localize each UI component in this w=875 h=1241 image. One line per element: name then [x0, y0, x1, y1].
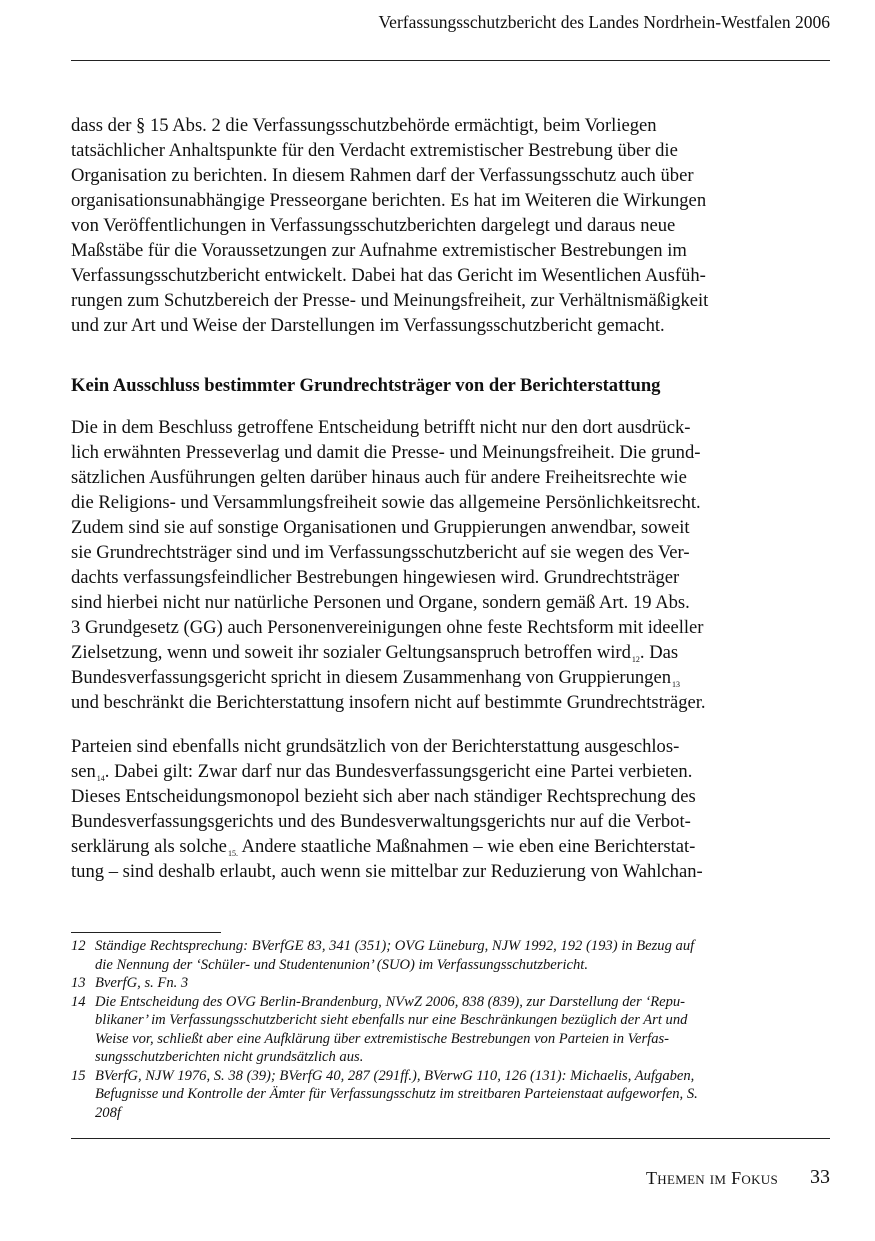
header-rule: [71, 60, 830, 61]
footnote-line: 208f: [95, 1104, 121, 1121]
text-line: Dieses Entscheidungsmonopol bezieht sich aber nach ständiger Rechtsprechung des: [71, 786, 696, 807]
text-line: von Veröffentlichungen in Verfassungsschutzberichten dargelegt und daraus neue: [71, 215, 676, 236]
text-line: Bundesverfassungsgerichts und des Bundesverwaltungsgerichts nur auf die Verbot-: [71, 811, 691, 832]
text-line: sind hierbei nicht nur natürliche Personen und Organe, sondern gemäß Art. 19 Abs.: [71, 592, 690, 613]
text-line: Maßstäbe für die Voraussetzungen zur Aufnahme extremistischer Bestrebungen im: [71, 240, 687, 261]
footnote-line: Ständige Rechtsprechung: BVerfGE 83, 341 (351); OVG Lüneburg, NJW 1992, 192 (193) in Bezug auf: [95, 938, 695, 954]
footnotes: [71, 937, 811, 1122]
text-segment: Andere staatliche Maßnahmen – wie eben eine Berichterstat-: [237, 836, 696, 857]
paragraph-3: [71, 734, 811, 884]
footnote-line: sungsschutzberichten nicht grundsätzlich aus.: [95, 1049, 364, 1065]
footnote-14: [71, 993, 811, 1067]
footnote-number: 12: [71, 938, 86, 954]
text-line: rungen zum Schutzbereich der Presse- und Meinungsfreiheit, zur Verhältnismäßigkeit: [71, 290, 709, 311]
text-segment: Zielsetzung, wenn und soweit ihr sozialer Geltungsanspruch betroffen wird: [71, 642, 631, 663]
text-line: organisationsunabhängige Presseorgane berichten. Es hat im Weiteren die Wirkungen: [71, 190, 707, 211]
text-line: tung – sind deshalb erlaubt, auch wenn sie mittelbar zur Reduzierung von Wahlchan-: [71, 861, 703, 882]
text-line: Organisation zu berichten. In diesem Rahmen darf der Verfassungsschutz auch über: [71, 165, 694, 186]
footnote-line: BverfG, s. Fn. 3: [95, 975, 189, 991]
text-segment: serklärung als solche: [71, 836, 227, 857]
footnote-rule: [71, 932, 221, 933]
footnote-line: BVerfG, NJW 1976, S. 38 (39); BVerfG 40, 287 (291ff.), BVerwG 110, 126 (131): Michaelis, Aufgaben,: [95, 1067, 695, 1084]
text-segment: . Dabei gilt: Zwar darf nur das Bundesverfassungsgericht eine Partei verbieten.: [104, 761, 693, 782]
running-header: Verfassungsschutzbericht des Landes Nordrhein-Westfalen 2006: [378, 12, 830, 32]
text-line: Zudem sind sie auf sonstige Organisationen und Gruppierungen anwendbar, soweit: [71, 517, 690, 538]
footnote-line: Befugnisse und Kontrolle der Ämter für Verfassungsschutz im streitbaren Parteienstaat aufgeworfen, S.: [95, 1086, 698, 1102]
footnote-ref-12[interactable]: 12: [631, 655, 640, 664]
footnote-number: 13: [71, 975, 86, 991]
text-line: sie Grundrechtsträger sind und im Verfassungsschutzbericht auf sie wegen des Ver-: [71, 542, 690, 563]
text-line: tatsächlicher Anhaltspunkte für den Verdacht extremistischer Bestrebung über die: [71, 140, 678, 161]
text-line: und zur Art und Weise der Darstellungen im Verfassungsschutzbericht gemacht.: [71, 315, 665, 336]
footnote-ref-14[interactable]: 14: [96, 774, 105, 783]
text-segment: sen: [71, 761, 96, 782]
text-line: [71, 834, 811, 859]
footnote-line: Weise vor, schließt aber eine Aufklärung über extremistische Bestrebungen von Parteien in Verfas-: [95, 1030, 670, 1047]
footnote-12: [71, 937, 811, 974]
footnote-13: [71, 974, 811, 993]
text-line: lich erwähnten Presseverlag und damit die Presse- und Meinungsfreiheit. Die grund-: [71, 442, 701, 463]
footnote-line: Die Entscheidung des OVG Berlin-Brandenburg, NVwZ 2006, 838 (839), zur Darstellung der ‘Repu-: [95, 993, 686, 1010]
footnote-ref-15[interactable]: 15.: [227, 849, 238, 858]
text-line: Verfassungsschutzbericht entwickelt. Dabei hat das Gericht im Wesentlichen Ausfüh-: [71, 265, 706, 286]
text-line: Die in dem Beschluss getroffene Entscheidung betrifft nicht nur den dort ausdrück-: [71, 417, 691, 438]
page-number: 33: [810, 1166, 830, 1188]
text-segment: Bundesverfassungsgericht spricht in diesem Zusammenhang von Gruppierungen: [71, 667, 672, 688]
text-line: dachts verfassungsfeindlicher Bestrebungen hingewiesen wird. Grundrechtsträger: [71, 567, 680, 588]
paragraph-1: [71, 113, 811, 338]
section-heading: Kein Ausschluss bestimmter Grundrechtsträger von der Berichterstattung: [71, 375, 661, 396]
footnote-number: 14: [71, 993, 86, 1010]
footnote-15: [71, 1067, 811, 1123]
text-line: die Religions- und Versammlungsfreiheit sowie das allgemeine Persönlichkeitsrecht.: [71, 492, 701, 513]
text-line: und beschränkt die Berichterstattung insofern nicht auf bestimmte Grundrechtsträger.: [71, 692, 706, 713]
footer-section-title: Themen im Fokus: [645, 1168, 778, 1188]
text-line: [71, 759, 811, 784]
text-line: [71, 665, 811, 690]
text-line: [71, 640, 811, 665]
text-line: dass der § 15 Abs. 2 die Verfassungsschutzbehörde ermächtigt, beim Vorliegen: [71, 115, 657, 136]
text-line: Parteien sind ebenfalls nicht grundsätzlich von der Berichterstattung ausgeschlos-: [71, 736, 680, 757]
footnote-number: 15: [71, 1067, 86, 1084]
text-segment: . Das: [639, 642, 679, 663]
footnote-ref-13[interactable]: 13: [672, 680, 681, 689]
footer-rule: [71, 1138, 830, 1139]
text-line: 3 Grundgesetz (GG) auch Personenvereinigungen ohne feste Rechtsform mit ideeller: [71, 617, 704, 638]
footnote-line: blikaner’ im Verfassungsschutzbericht sieht ebenfalls nur eine Beschränkungen bezüglich der Art und: [95, 1012, 688, 1028]
footnote-line: die Nennung der ‘Schüler- und Studentenunion’ (SUO) im Verfassungsschutzbericht.: [95, 956, 588, 973]
paragraph-2: [71, 415, 811, 715]
text-line: sätzlichen Ausführungen gelten darüber hinaus auch für andere Freiheitsrechte wie: [71, 467, 687, 488]
